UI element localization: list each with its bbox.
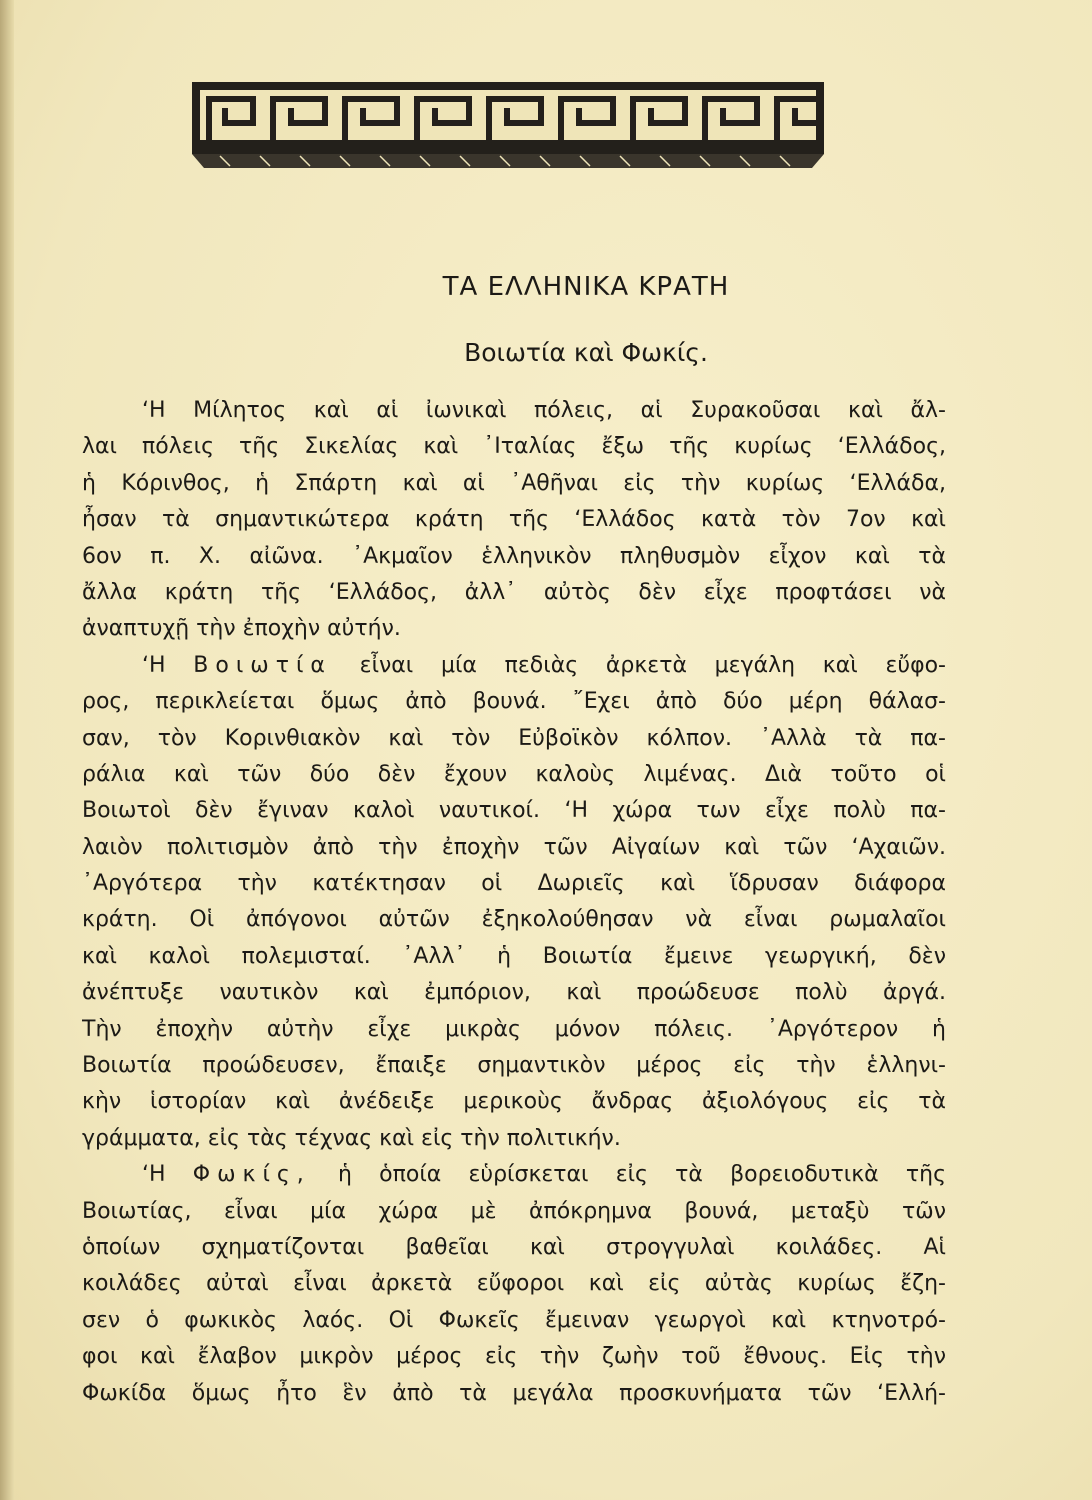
page-binding-edge [0, 0, 14, 1500]
lead-word-phocis: Φωκίς, [192, 1162, 311, 1188]
text-line [82, 648, 946, 684]
text-line: ἀναπτυχῇ τὴν ἐποχὴν αὐτήν. [82, 616, 401, 642]
line-rest: ἡ ὁποία εὑρίσκεται εἰς τὰ βορειοδυτικὰ τῆς [338, 1162, 946, 1188]
text-line: Φωκίδα ὅμως ἦτο ἓν ἀπὸ τὰ μεγάλα προσκυνήματα τῶν ʻΕλλή- [82, 1380, 946, 1406]
greek-key-ornament [190, 78, 826, 170]
text-line: 6ον π. Χ. αἰῶνα. ᾿Ακμαῖον ἑλληνικὸν πληθυσμὸν εἶχον καὶ τὰ [82, 543, 946, 569]
text-line: Βοιωτίας, εἶναι μία χώρα μὲ ἀπόκρημνα βουνά, μεταξὺ τῶν [82, 1198, 946, 1224]
text-line: κοιλάδες αὐταὶ εἶναι ἀρκετὰ εὔφοροι καὶ εἰς αὐτὰς κυρίως ἔζη- [82, 1271, 946, 1297]
text-line: ʻΗ Μίλητος καὶ αἱ ἰωνικαὶ πόλεις, αἱ Συρακοῦσαι καὶ ἄλ- [142, 398, 946, 423]
text-line: ἦσαν τὰ σημαντικώτερα κράτη τῆς ʻΕλλάδος κατὰ τὸν 7ον καὶ [82, 507, 946, 533]
page-title: ΤΑ ΕΛΛΗΝΙΚΑ ΚΡΑΤΗ [442, 272, 730, 302]
lead-article: ʻΗ [142, 1162, 166, 1188]
text-line [82, 1157, 946, 1193]
text-line: φοι καὶ ἔλαβον μικρὸν μέρος εἰς τὴν ζωὴν τοῦ ἔθνους. Εἰς τὴν [82, 1344, 946, 1370]
text-line: ράλια καὶ τῶν δύο δὲν ἔχουν καλοὺς λιμένας. Διὰ τοῦτο οἱ [82, 761, 946, 787]
text-line: ὁποίων σχηματίζονται βαθεῖαι καὶ στρογγυλαὶ κοιλάδες. Αἱ [82, 1234, 946, 1260]
text-line: καὶ καλοὶ πολεμισταί. ᾿Αλλ᾿ ἡ Βοιωτία ἔμεινε γεωργική, δὲν [82, 943, 946, 969]
body-text [82, 393, 946, 1412]
text-line: λαιὸν πολιτισμὸν ἀπὸ τὴν ἐποχὴν τῶν Αἰγαίων καὶ τῶν ʻΑχαιῶν. [82, 834, 946, 860]
text-line: λαι πόλεις τῆς Σικελίας καὶ ᾿Ιταλίας ἔξω τῆς κυρίως ʻΕλλάδος, [82, 434, 946, 460]
text-line: ρος, περικλείεται ὅμως ἀπὸ βουνά. ῎Εχει ἀπὸ δύο μέρη θάλασ- [82, 689, 946, 715]
text-line: ἄλλα κράτη τῆς ʻΕλλάδος, ἀλλ᾿ αὐτὸς δὲν εἶχε προφτάσει νὰ [82, 579, 946, 605]
text-line: ἀνέπτυξε ναυτικὸν καὶ ἐμπόριον, καὶ προώδευσε πολὺ ἀργά. [82, 980, 946, 1006]
lead-word-boeotia: Βοιωτία [193, 652, 332, 678]
text-line: σεν ὁ φωκικὸς λαός. Οἱ Φωκεῖς ἔμειναν γεωργοὶ καὶ κτηνοτρό- [82, 1307, 946, 1333]
text-line: Βοιωτία προώδευσεν, ἔπαιξε σημαντικὸν μέρος εἰς τὴν ἑλληνι- [82, 1053, 946, 1079]
text-line: Τὴν ἐποχὴν αὐτὴν εἶχε μικρὰς μόνον πόλεις. ᾿Αργότερον ἡ [82, 1016, 946, 1042]
line-rest: εἶναι μία πεδιὰς ἀρκετὰ μεγάλη καὶ εὔφο- [359, 652, 946, 678]
text-line: ἡ Κόρινθος, ἡ Σπάρτη καὶ αἱ ᾿Αθῆναι εἰς τὴν κυρίως ʻΕλλάδα, [82, 470, 946, 496]
text-line: ᾿Αργότερα τὴν κατέκτησαν οἱ Δωριεῖς καὶ ἵδρυσαν διάφορα [82, 871, 946, 897]
lead-article: ʻΗ [142, 652, 166, 678]
text-line: κὴν ἱστορίαν καὶ ἀνέδειξε μερικοὺς ἄνδρας ἀξιολόγους εἰς τὰ [82, 1089, 946, 1115]
text-line: γράμματα, εἰς τὰς τέχνας καὶ εἰς τὴν πολιτικήν. [82, 1125, 621, 1151]
section-subtitle: Βοιωτία καὶ Φωκίς. [464, 338, 708, 367]
text-line: Βοιωτοὶ δὲν ἔγιναν καλοὶ ναυτικοί. ʻΗ χώρα των εἶχε πολὺ πα- [82, 798, 946, 824]
text-line: κράτη. Οἱ ἀπόγονοι αὐτῶν ἐξηκολούθησαν νὰ εἶναι ρωμαλαῖοι [82, 907, 946, 933]
text-line: σαν, τὸν Κορινθιακὸν καὶ τὸν Εὐβοϊκὸν κόλπον. ᾿Αλλὰ τὰ πα- [82, 725, 946, 751]
